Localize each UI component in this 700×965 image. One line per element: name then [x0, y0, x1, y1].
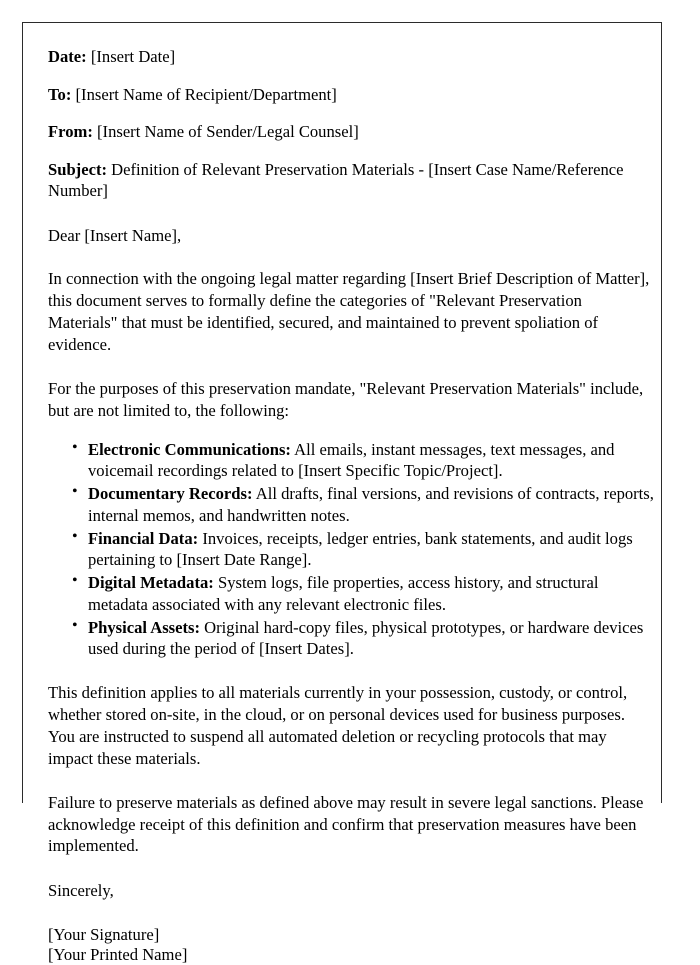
list-item [88, 439, 654, 482]
list-item-text: Invoices, receipts, ledger entries, bank statements, and audit logs pertaining to [Insert Date Range]. [88, 528, 633, 570]
header-field-date [48, 46, 654, 68]
list-item-term: Electronic Communications: [88, 439, 291, 459]
list-item-term: Documentary Records: [88, 484, 253, 504]
header-field-subject-label: Subject: [48, 159, 107, 179]
intro-paragraph: In connection with the ongoing legal matter regarding [Insert Brief Description of Matter], this document serves to formally define the categories of "Relevant Preservation Materials" that must be identified, secured, and maintained to prevent spoliation of evidence. [48, 269, 650, 355]
applicability-paragraph: This definition applies to all materials currently in your possession, custody, or control, whether stored on-site, in the cloud, or on personal devices used for business purposes. You are instructed to suspend all automated deletion or recycling protocols that may impact these materials. [48, 683, 628, 768]
sign-off: Sincerely, [48, 881, 114, 901]
header-field-from-label: From: [48, 122, 93, 142]
list-item [88, 528, 654, 571]
list-item-text: System logs, file properties, access history, and structural metadata associated with any relevant electronic files. [88, 573, 599, 614]
document-body [48, 46, 654, 965]
list-item-text: All emails, instant messages, text messages, and voicemail recordings related to [Insert Specific Topic/Project]. [88, 439, 615, 481]
salutation: Dear [Insert Name], [48, 225, 182, 245]
printed-name-line: [Your Printed Name] [48, 945, 188, 965]
signature-block [48, 925, 654, 965]
header-field-from-value: [Insert Name of Sender/Legal Counsel] [97, 122, 359, 142]
header-field-date-value: [Insert Date] [90, 47, 176, 66]
header-field-to [48, 84, 654, 106]
header-field-date-label: Date: [48, 47, 87, 66]
list-item-term: Financial Data: [88, 528, 199, 548]
list-item [88, 572, 654, 615]
list-item-text: All drafts, final versions, and revisions of contracts, reports, internal memos, and handwritten notes. [88, 484, 654, 525]
header-field-subject [48, 159, 654, 202]
sanctions-paragraph: Failure to preserve materials as defined above may result in severe legal sanctions. Please acknowledge receipt of this definition and confirm that preservation measures have been implemented. [48, 792, 644, 856]
signature-line: [Your Signature] [48, 924, 160, 944]
scope-paragraph: For the purposes of this preservation mandate, "Relevant Preservation Materials" include, but are not limited to, the following: [48, 378, 644, 420]
letter-header-block [48, 46, 654, 202]
list-item-term: Digital Metadata: [88, 573, 214, 593]
list-item-text: Original hard-copy files, physical prototypes, or hardware devices used during the period of [Insert Dates]. [88, 617, 644, 659]
list-item-term: Physical Assets: [88, 617, 201, 637]
preservation-materials-list [48, 439, 654, 660]
header-field-to-label: To: [48, 84, 72, 104]
header-field-from [48, 121, 654, 143]
header-field-to-value: [Insert Name of Recipient/Department] [75, 84, 337, 104]
list-item [88, 617, 654, 660]
header-field-subject-value: Definition of Relevant Preservation Materials - [Insert Case Name/Reference Number] [48, 159, 624, 201]
list-item [88, 483, 654, 526]
